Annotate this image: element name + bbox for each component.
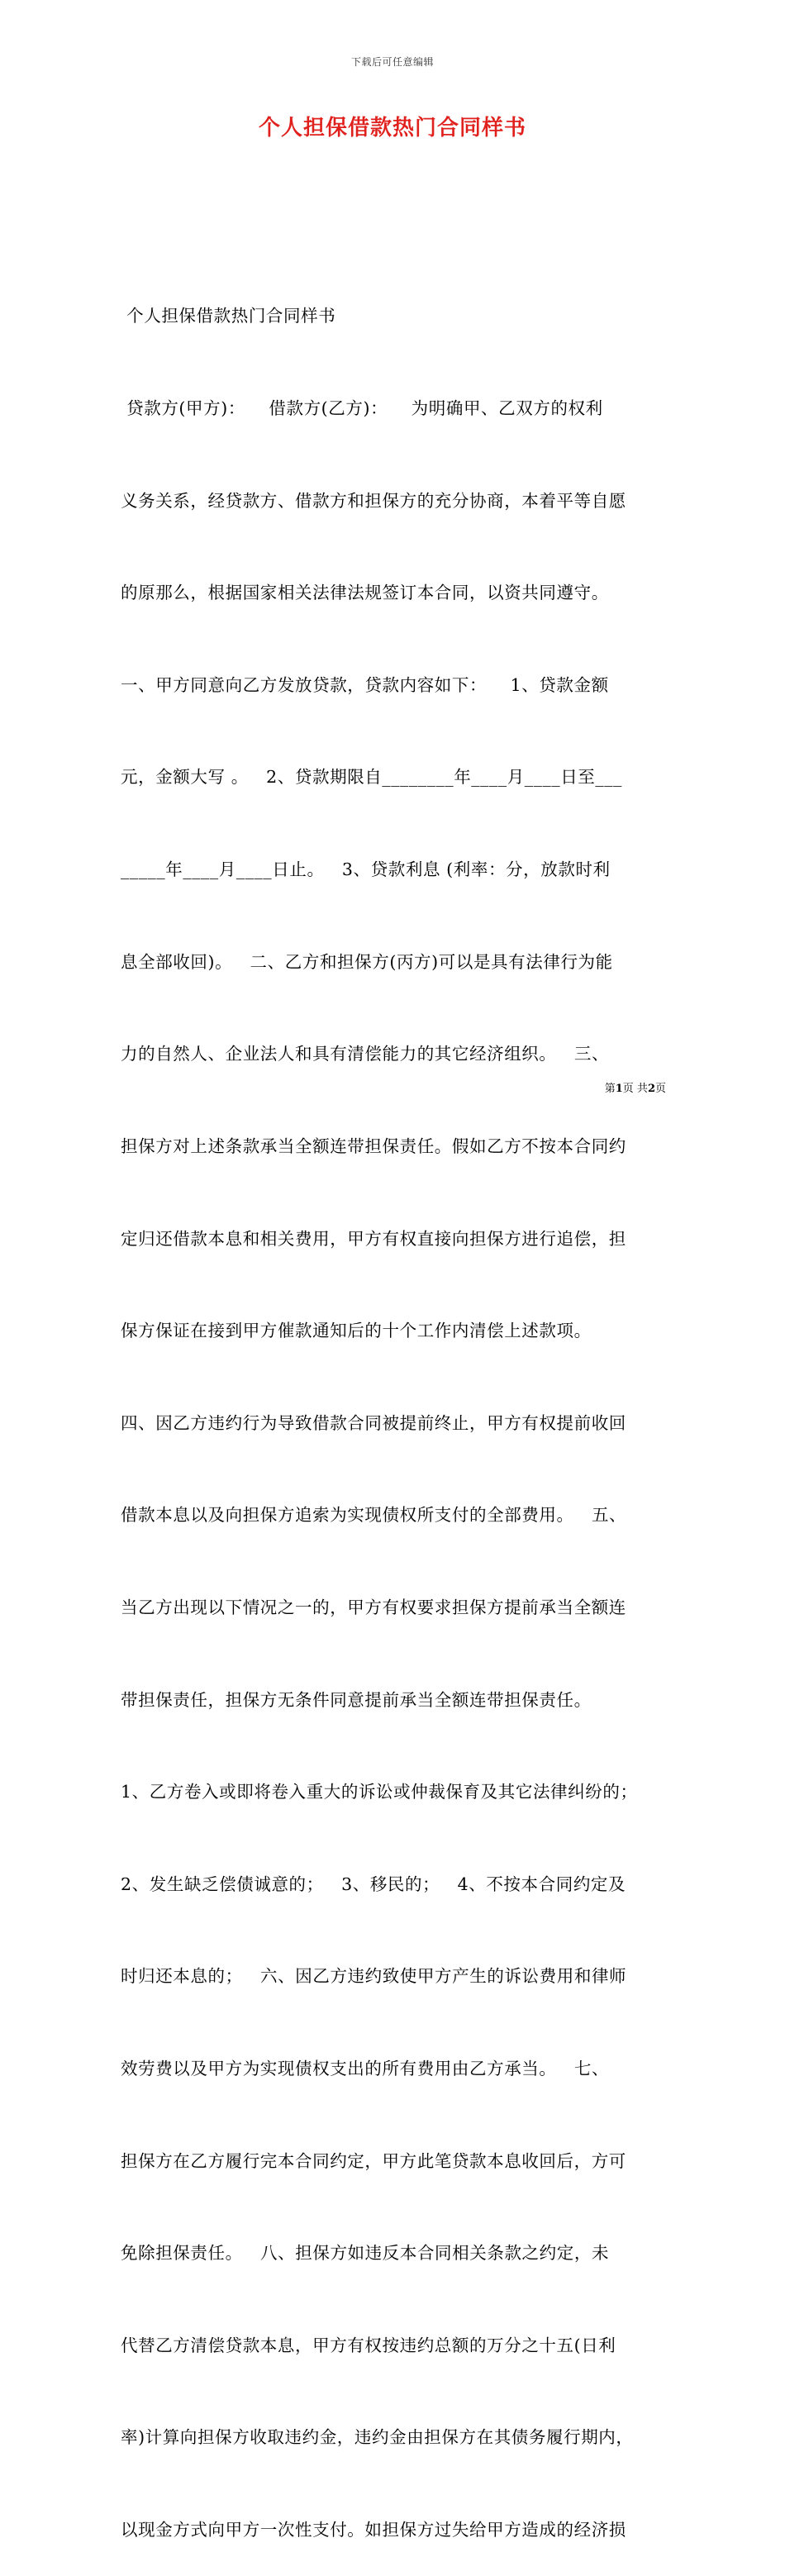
total-pages: 2 [647,1083,655,1095]
body-line: 借款本息以及向担保方追索为实现债权所支付的全部费用。 五、 [121,1505,627,1526]
page-middle: 页 共 [622,1083,648,1095]
body-line: 2、发生缺乏偿债诚意的； 3、移民的； 4、不按本合同约定及 [121,1874,626,1894]
document-title: 个人担保借款热门合同样书 [258,116,526,140]
header-note: 下载后可任意编辑 [350,56,434,68]
body-line: 保方保证在接到甲方催款通知后的十个工作内清偿上述款项。 [121,1321,592,1341]
body-line: 率)计算向担保方收取违约金，违约金由担保方在其债务履行期内， [121,2427,634,2448]
page-suffix: 页 [654,1083,666,1095]
body-line: 四、因乙方违约行为导致借款合同被提前终止，甲方有权提前收回 [121,1412,626,1433]
body-line: 代替乙方清偿贷款本息，甲方有权按违约总额的万分之十五(日利 [121,2335,616,2355]
body-line: 1、乙方卷入或即将卷入重大的诉讼或仲裁保育及其它法律纠纷的； [121,1782,638,1802]
body-line: 担保方对上述条款承当全额连带担保责任。假如乙方不按本合同约 [121,1136,626,1156]
body-line: 当乙方出现以下情况之一的，甲方有权要求担保方提前承当全额连 [121,1597,626,1617]
body-line: 息全部收回)。 二、乙方和担保方(丙方)可以是具有法律行为能 [121,951,613,972]
body-line: 免除担保责任。 八、担保方如违反本合同相关条款之约定，未 [121,2243,610,2264]
current-page: 1 [615,1083,623,1095]
document-body [121,240,669,2576]
page-number [605,1079,666,1095]
body-line: 以现金方式向甲方一次性支付。如担保方过失给甲方造成的经济损 [121,2520,626,2540]
body-line: 担保方在乙方履行完本合同约定，甲方此笔贷款本息收回后，方可 [121,2150,626,2171]
body-line: 力的自然人、企业法人和具有清偿能力的其它经济组织。 三、 [121,1044,610,1064]
body-line: 个人担保借款热门合同样书 [121,306,336,326]
body-line: 效劳费以及甲方为实现债权支出的所有费用由乙方承当。 七、 [121,2058,610,2078]
body-line: _____年____月____日止。 3、贷款利息 (利率：分，放款时利 [121,859,611,880]
body-line: 带担保责任，担保方无条件同意提前承当全额连带担保责任。 [121,1689,592,1710]
body-line: 时归还本息的； 六、因乙方违约致使甲方产生的诉讼费用和律师 [121,1966,627,1987]
body-line: 元，金额大写 。 2、贷款期限自________年____月____日至___ [121,767,622,788]
body-line: 义务关系，经贷款方、借款方和担保方的充分协商，本着平等自愿 [121,490,626,511]
body-line: 一、甲方同意向乙方发放贷款，贷款内容如下： 1、贷款金额 [121,674,609,695]
body-line: 的原那么，根据国家相关法律法规签订本合同，以资共同遵守。 [121,583,609,603]
body-line: 定归还借款本息和相关费用，甲方有权直接向担保方进行追偿，担 [121,1228,626,1249]
page-prefix: 第 [604,1083,616,1095]
body-line: 贷款方(甲方)： 借款方(乙方)： 为明确甲、乙双方的权利 [121,398,603,419]
